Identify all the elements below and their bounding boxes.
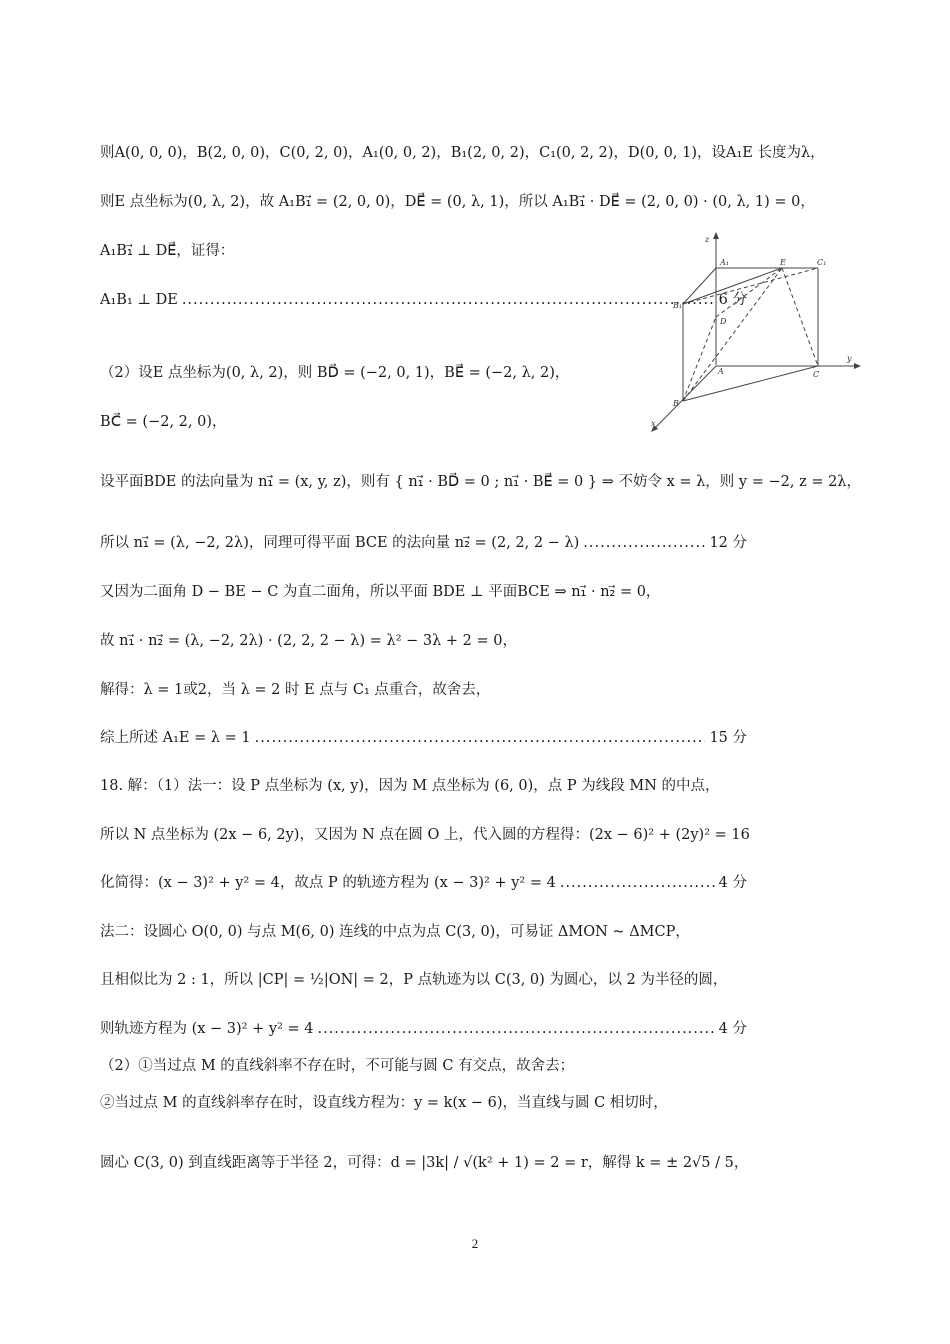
edge-b1-c1 xyxy=(683,268,818,304)
score-label: 4 分 xyxy=(718,875,747,891)
score-label: 12 分 xyxy=(709,535,747,551)
score-label: 4 分 xyxy=(718,1021,747,1037)
text-line-case1: （2）①当过点 M 的直线斜率不存在时，不可能与圆 C 有交点，故舍去； xyxy=(100,1058,575,1074)
label-b1: B₁ xyxy=(673,301,683,310)
label-a1: A₁ xyxy=(720,258,729,267)
label-y: y xyxy=(847,354,852,363)
scored-line-4b xyxy=(100,1019,747,1039)
text-line-solve: 解得：λ = 1或2，当 λ = 2 时 E 点与 C₁ 点重合，故舍去， xyxy=(100,682,491,698)
label-e: E xyxy=(780,258,786,267)
text-line-normal: 设平面BDE 的法向量为 n₁⃗ = (x, y, z)，则有 { n₁⃗ · BD⃗ = 0 ; n₁⃗ · BE⃗ = 0 } ⇒ 不妨令 x = λ，则 y = −2, z = 2λ， xyxy=(100,474,861,490)
z-arrow xyxy=(713,232,719,239)
text-line-perp: A₁B₁⃗ ⊥ DE⃗，证得： xyxy=(100,243,235,259)
edge-b-d xyxy=(683,317,716,401)
label-c1: C₁ xyxy=(817,258,827,267)
text-line-n-point: 所以 N 点坐标为 (2x − 6, 2y)，又因为 N 点在圆 O 上，代入圆的方程得：(2x − 6)² + (2y)² = 16 xyxy=(100,827,750,843)
text-line-bc: BC⃗ = (−2, 2, 0)， xyxy=(100,414,227,430)
text-line-ratio: 且相似比为 2 : 1，所以 |CP| = ½|ON| = 2，P 点轨迹为以 C(3, 0) 为圆心，以 2 为半径的圆， xyxy=(100,972,728,988)
text-line-dihedral: 又因为二面角 D − BE − C 为直二面角，所以平面 BDE ⊥ 平面BCE ⇒ n₁⃗ · n₂⃗ = 0， xyxy=(100,584,661,600)
label-b: B xyxy=(673,399,679,408)
text-line-q18: 18. 解：（1）法一：设 P 点坐标为 (x, y)，因为 M 点坐标为 (6, 0)，点 P 为线段 MN 的中点， xyxy=(100,778,720,794)
edge-x-axis xyxy=(655,366,716,428)
edge-e-c xyxy=(782,268,818,366)
label-a: A xyxy=(718,367,724,376)
text-line-case2: ②当过点 M 的直线斜率存在时，设直线方程为：y = k(x − 6)，当直线与圆 C 相切时， xyxy=(100,1095,668,1111)
text-line-distance: 圆心 C(3, 0) 到直线距离等于半径 2，可得：d = |3k| / √(k² + 1) = 2 = r，解得 k = ± 2√5 / 5， xyxy=(100,1155,749,1171)
scored-line-text: A₁B₁ ⊥ DE xyxy=(100,292,178,308)
scored-line-text: 化简得：(x − 3)² + y² = 4，故点 P 的轨迹方程为 (x − 3)² + y² = 4 xyxy=(100,875,556,891)
leader-dots xyxy=(255,728,706,748)
edge-b1-e xyxy=(683,268,782,304)
scored-line-text: 则轨迹方程为 (x − 3)² + y² = 4 xyxy=(100,1021,314,1037)
score-label: 6 分 xyxy=(718,292,747,308)
text-line-e-point: 则E 点坐标为(0, λ, 2)，故 A₁B₁⃗ = (2, 0, 0)，DE⃗ = (0, λ, 1)，所以 A₁B₁⃗ · DE⃗ = (2, 0, 0) · (0, λ, 1) = 0， xyxy=(100,194,815,210)
text-line-dot: 故 n₁⃗ · n₂⃗ = (λ, −2, 2λ) · (2, 2, 2 − λ) = λ² − 3λ + 2 = 0， xyxy=(100,633,517,649)
scored-line-15 xyxy=(100,728,747,748)
text-line-method2: 法二：设圆心 O(0, 0) 与点 M(6, 0) 连线的中点为点 C(3, 0)，可易证 ΔMON ~ ΔMCP， xyxy=(100,924,690,940)
score-label: 15 分 xyxy=(709,730,747,746)
scored-line-text: 所以 n₁⃗ = (λ, −2, 2λ)，同理可得平面 BCE 的法向量 n₂⃗ = (2, 2, 2 − λ) xyxy=(100,535,580,551)
text-line-coords: 则A(0, 0, 0)，B(2, 0, 0)，C(0, 2, 0)，A₁(0, 0, 2)，B₁(2, 0, 2)，C₁(0, 2, 2)，D(0, 0, 1)，设A₁E 长度为λ， xyxy=(100,145,825,161)
edge-b-c xyxy=(683,366,818,401)
text-line-part2: （2）设E 点坐标为(0, λ, 2)，则 BD⃗ = (−2, 0, 1)，BE⃗ = (−2, λ, 2)， xyxy=(100,365,570,381)
scored-line-12 xyxy=(100,533,747,553)
y-arrow xyxy=(854,363,861,369)
scored-line-text: 综上所述 A₁E = λ = 1 xyxy=(100,730,251,746)
leader-dots xyxy=(317,1019,714,1039)
label-z: z xyxy=(705,235,710,244)
page-number: 2 xyxy=(471,1236,479,1251)
label-d: D xyxy=(720,317,727,326)
leader-dots xyxy=(583,533,705,553)
edge-b1-a1 xyxy=(683,268,716,304)
leader-dots xyxy=(560,873,715,893)
label-x: x xyxy=(651,419,656,428)
scored-line-4a xyxy=(100,873,747,893)
leader-dots xyxy=(182,290,715,310)
geometry-figure xyxy=(645,230,870,435)
label-c: C xyxy=(813,370,820,379)
